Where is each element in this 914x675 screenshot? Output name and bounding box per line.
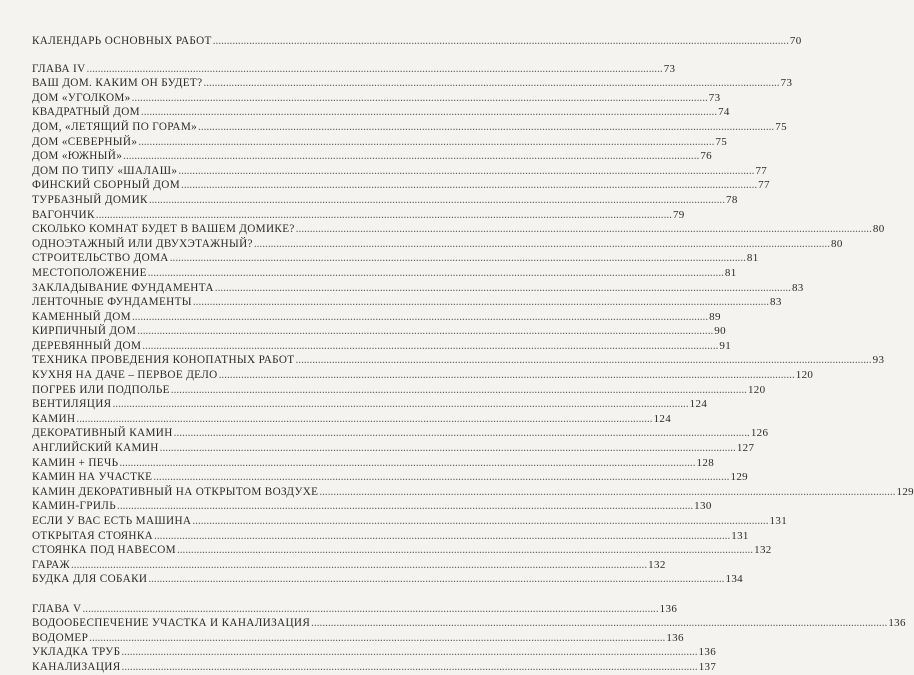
toc-entry-page-number: 83 — [791, 281, 804, 294]
dot-leader — [148, 266, 724, 281]
toc-entry-title: МЕСТОПОЛОЖЕНИЕ — [32, 266, 147, 279]
toc-entry — [32, 222, 885, 237]
toc-entry — [32, 105, 730, 120]
toc-entry — [32, 120, 787, 135]
dot-leader — [215, 281, 791, 296]
toc-entry-title: КВАДРАТНЫЙ ДОМ — [32, 106, 140, 119]
toc-entry — [32, 645, 717, 660]
dot-leader — [117, 499, 693, 514]
toc-entry-title: УКЛАДКА ТРУБ — [32, 646, 121, 659]
dot-leader — [319, 485, 895, 500]
toc-entry — [32, 543, 772, 558]
toc-entry-title: КУХНЯ НА ДАЧЕ – ПЕРВОЕ ДЕЛО — [32, 369, 218, 382]
toc-entry — [32, 353, 885, 368]
toc-entry-page-number: 89 — [709, 310, 721, 323]
toc-entry — [32, 178, 770, 193]
dot-leader — [296, 222, 872, 237]
toc-entry-page-number: 120 — [795, 369, 814, 382]
section-gap — [32, 587, 396, 602]
toc-entry-title: КАМИН НА УЧАСТКЕ — [32, 471, 153, 484]
toc-entry — [32, 631, 684, 646]
dot-leader — [123, 149, 699, 164]
toc-entry-title: ФИНСКИЙ СБОРНЫЙ ДОМ — [32, 179, 181, 192]
dot-leader — [71, 558, 647, 573]
dot-leader — [119, 456, 695, 471]
toc-entry-title: ГАРАЖ — [32, 558, 70, 571]
toc-entry — [32, 485, 914, 500]
dot-leader — [121, 645, 697, 660]
toc-entry-page-number: 75 — [775, 120, 787, 133]
toc-entry — [32, 660, 717, 675]
dot-leader — [219, 368, 795, 383]
toc-entry-page-number: 78 — [725, 193, 738, 206]
toc-entry-page-number: 124 — [653, 412, 672, 425]
toc-entry-page-number: 136 — [666, 631, 684, 644]
toc-entry — [32, 295, 782, 310]
toc-entry-title: КАЛЕНДАРЬ ОСНОВНЫХ РАБОТ — [32, 35, 212, 47]
toc-entry — [32, 412, 672, 427]
toc-entry — [32, 514, 788, 529]
dot-leader — [178, 164, 754, 179]
toc-entry-title: КАМИН — [32, 412, 76, 425]
toc-entry-title: ТЕХНИКА ПРОВЕДЕНИЯ КОНОПАТНЫХ РАБОТ — [32, 354, 295, 367]
toc-entry-page-number: 73 — [780, 77, 793, 90]
dot-leader — [203, 76, 779, 91]
dot-leader — [170, 251, 746, 266]
toc-entry-page-number: 73 — [708, 91, 721, 104]
toc-entry — [32, 558, 666, 573]
toc-entry — [32, 91, 721, 106]
toc-entry — [32, 237, 843, 252]
section-gap — [32, 49, 396, 62]
toc-entry-page-number: 93 — [872, 354, 885, 367]
toc-entry-title: ОТКРЫТАЯ СТОЯНКА — [32, 529, 154, 542]
dot-leader — [311, 616, 887, 631]
toc-entry-title: ВОДОМЕР — [32, 631, 89, 644]
toc-entry-title: СКОЛЬКО КОМНАТ БУДЕТ В ВАШЕМ ДОМИКЕ? — [32, 223, 295, 236]
toc-entry-page-number: 130 — [694, 500, 712, 513]
toc-entry-title: ВАШ ДОМ. КАКИМ ОН БУДЕТ? — [32, 77, 203, 90]
toc-entry — [32, 266, 737, 281]
dot-leader — [141, 105, 717, 120]
toc-entry — [32, 456, 715, 471]
toc-entry — [32, 616, 906, 631]
toc-entry — [32, 499, 712, 514]
toc-entry-page-number: 76 — [700, 150, 713, 163]
toc-entry — [32, 62, 676, 77]
toc-entry-page-number: 81 — [746, 252, 759, 265]
toc-entry-page-number: 136 — [659, 602, 678, 615]
toc-entry-title: БУДКА ДЛЯ СОБАКИ — [32, 573, 148, 586]
toc-entry — [32, 251, 759, 266]
dot-leader — [138, 135, 714, 150]
toc-entry-title: СТОЯНКА ПОД НАВЕСОМ — [32, 544, 176, 557]
toc-entry-title: КИРПИЧНЫЙ ДОМ — [32, 325, 137, 338]
toc-entry-page-number: 131 — [731, 529, 749, 542]
toc-entry-page-number: 120 — [747, 383, 766, 396]
toc-entry-page-number: 129 — [730, 471, 749, 484]
toc-entry — [32, 76, 793, 91]
toc-entry-page-number: 79 — [672, 208, 685, 221]
dot-leader — [177, 543, 753, 558]
toc-entry-page-number: 75 — [715, 135, 728, 148]
toc-entry-page-number: 131 — [769, 515, 788, 527]
toc-entry — [32, 529, 749, 544]
toc-entry-title: ДЕРЕВЯННЫЙ ДОМ — [32, 339, 142, 352]
toc-entry-page-number: 134 — [725, 573, 744, 586]
toc-entry-title: ВЕНТИЛЯЦИЯ — [32, 398, 112, 411]
toc-section-chapter-5 — [32, 602, 906, 675]
dot-leader — [171, 383, 747, 398]
toc-entry — [32, 602, 678, 617]
dot-leader — [254, 237, 830, 252]
toc-entry-title: ДОМ «ЮЖНЫЙ» — [32, 150, 123, 163]
toc-entry-page-number: 74 — [718, 106, 730, 119]
toc-entry-page-number: 136 — [698, 646, 717, 659]
toc-entry-title: ГЛАВА V — [32, 602, 82, 615]
dot-leader — [174, 426, 750, 441]
toc-entry-title: АНГЛИЙСКИЙ КАМИН — [32, 442, 159, 455]
toc-entry-page-number: 90 — [714, 325, 726, 338]
table-of-contents — [32, 34, 914, 675]
toc-entry-page-number: 126 — [750, 427, 769, 440]
toc-entry-page-number: 80 — [872, 223, 885, 236]
toc-entry-title: ДОМ ПО ТИПУ «ШАЛАШ» — [32, 164, 178, 177]
toc-entry — [32, 193, 738, 208]
dot-leader — [198, 120, 774, 135]
toc-entry-page-number: 128 — [696, 456, 715, 469]
toc-entry — [32, 441, 755, 456]
dot-leader — [192, 514, 768, 529]
toc-entry — [32, 470, 749, 485]
toc-entry-title: ЗАКЛАДЫВАНИЕ ФУНДАМЕНТА — [32, 281, 214, 294]
toc-entry-title: ЛЕНТОЧНЫЕ ФУНДАМЕНТЫ — [32, 296, 192, 309]
toc-entry-page-number: 127 — [736, 442, 755, 455]
toc-entry-title: СТРОИТЕЛЬСТВО ДОМА — [32, 252, 169, 265]
dot-leader — [76, 412, 652, 427]
toc-entry-title: ДОМ «УГОЛКОМ» — [32, 91, 131, 104]
dot-leader — [122, 660, 698, 675]
toc-section-chapter-4 — [32, 62, 914, 587]
toc-entry-title: ОДНОЭТАЖНЫЙ ИЛИ ДВУХЭТАЖНЫЙ? — [32, 237, 253, 250]
toc-entry — [32, 397, 708, 412]
toc-entry — [32, 310, 721, 325]
toc-entry-page-number: 132 — [648, 558, 666, 571]
dot-leader — [132, 91, 708, 106]
toc-entry-title: ДЕКОРАТИВНЫЙ КАМИН — [32, 427, 173, 440]
dot-leader — [295, 353, 871, 368]
toc-entry-page-number: 129 — [896, 485, 914, 498]
toc-entry-page-number: 132 — [754, 544, 772, 557]
toc-entry — [32, 135, 728, 150]
toc-entry — [32, 572, 744, 587]
toc-entry-page-number: 83 — [770, 296, 782, 309]
dot-leader — [142, 339, 718, 354]
toc-entry-title: ВАГОНЧИК — [32, 208, 95, 221]
dot-leader — [181, 178, 757, 193]
toc-entry-title: КАМЕННЫЙ ДОМ — [32, 310, 131, 323]
toc-entry-page-number: 73 — [663, 62, 676, 75]
toc-entry — [32, 208, 685, 223]
toc-entry-page-number: 80 — [830, 237, 843, 250]
dot-leader — [96, 208, 672, 223]
toc-entry-title: ДОМ, «ЛЕТЯЩИЙ ПО ГОРАМ» — [32, 120, 198, 133]
toc-entry — [32, 164, 768, 179]
dot-leader — [160, 441, 736, 456]
dot-leader — [87, 62, 663, 77]
toc-entry-page-number: 81 — [724, 266, 737, 279]
toc-entry-page-number: 77 — [758, 179, 770, 192]
toc-entry-title: КАНАЛИЗАЦИЯ — [32, 660, 121, 673]
toc-entry — [32, 324, 726, 339]
dot-leader — [89, 631, 665, 646]
dot-leader — [82, 602, 658, 617]
toc-entry — [32, 34, 802, 49]
toc-entry-page-number: 70 — [789, 35, 802, 47]
dot-leader — [213, 34, 789, 49]
toc-entry-page-number: 77 — [755, 164, 768, 177]
dot-leader — [153, 470, 729, 485]
toc-entry — [32, 281, 804, 296]
dot-leader — [112, 397, 688, 412]
toc-entry-title: КАМИН-ГРИЛЬ — [32, 500, 117, 513]
toc-entry — [32, 149, 713, 164]
toc-entry-title: ЕСЛИ У ВАС ЕСТЬ МАШИНА — [32, 515, 192, 527]
toc-entry — [32, 368, 814, 383]
toc-entry-page-number: 124 — [689, 398, 708, 411]
toc-entry-title: ПОГРЕБ ИЛИ ПОДПОЛЬЕ — [32, 383, 170, 396]
toc-entry — [32, 426, 769, 441]
toc-entry-title: КАМИН + ПЕЧЬ — [32, 456, 119, 469]
dot-leader — [149, 193, 725, 208]
toc-entry-title: КАМИН ДЕКОРАТИВНЫЙ НА ОТКРЫТОМ ВОЗДУХЕ — [32, 485, 319, 498]
toc-section-intro — [32, 34, 802, 49]
toc-entry-title: ДОМ «СЕВЕРНЫЙ» — [32, 135, 138, 148]
dot-leader — [137, 324, 713, 339]
toc-entry-page-number: 91 — [719, 339, 732, 352]
toc-entry-page-number: 137 — [698, 660, 717, 673]
toc-entry-title: ВОДООБЕСПЕЧЕНИЕ УЧАСТКА И КАНАЛИЗАЦИЯ — [32, 617, 311, 630]
toc-entry-page-number: 136 — [888, 617, 906, 630]
dot-leader — [132, 310, 708, 325]
toc-entry — [32, 339, 732, 354]
dot-leader — [154, 529, 730, 544]
dot-leader — [193, 295, 769, 310]
toc-entry — [32, 383, 766, 398]
toc-entry-title: ГЛАВА IV — [32, 62, 86, 75]
toc-entry-title: ТУРБАЗНЫЙ ДОМИК — [32, 193, 148, 206]
dot-leader — [148, 572, 724, 587]
